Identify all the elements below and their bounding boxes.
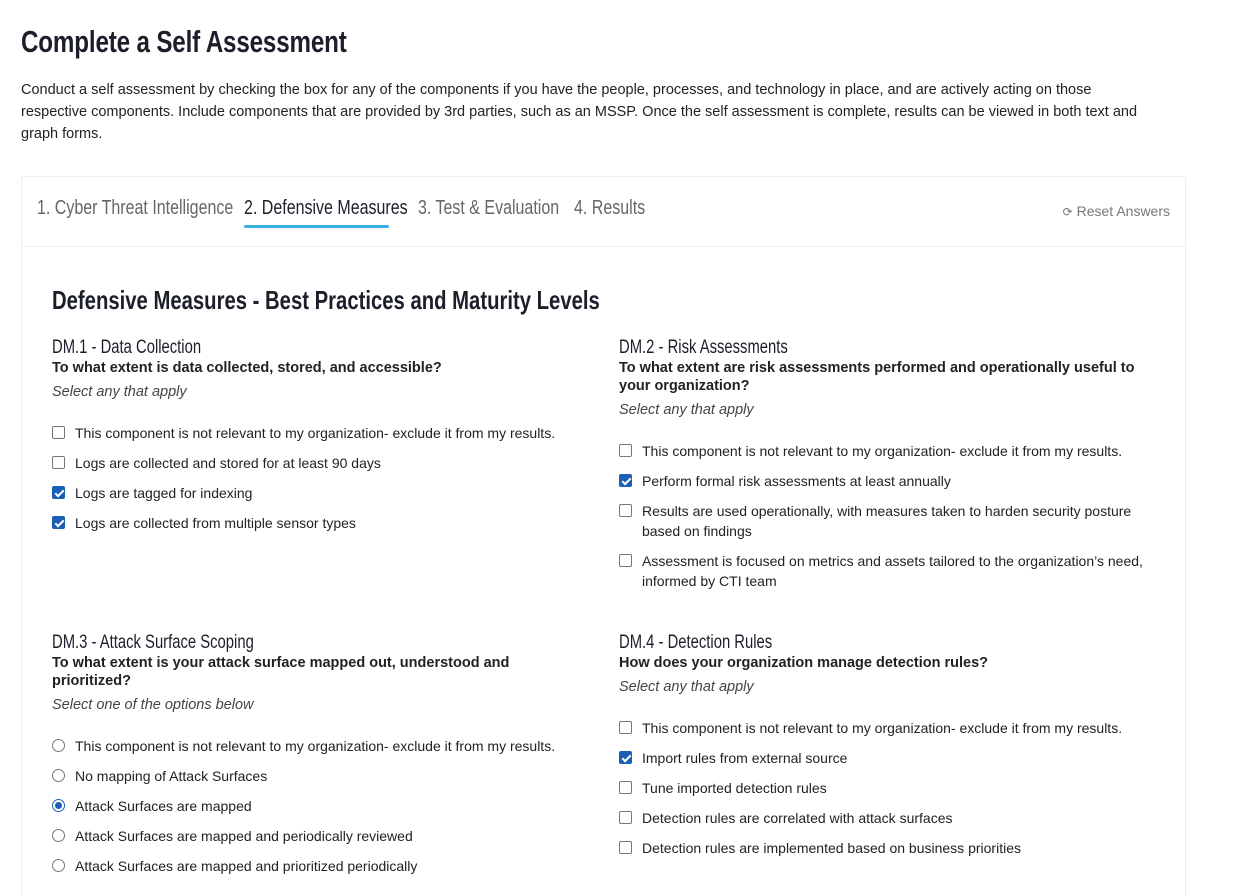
option-checkbox[interactable] [52,453,582,473]
page-description: Conduct a self assessment by checking the box for any of the components if you have the people, processes, and technology in place, and are actively acting on those respective components. Include components that are provided by 3rd parties, such as an MSSP. Once the self assessment is complete, results can be viewed in both text and graph forms. [21,82,1138,142]
question-hint: Select any that apply [619,402,754,418]
question-text: How does your organization manage detection rules? [619,655,988,671]
checkbox[interactable] [619,841,632,854]
option-checkbox[interactable] [619,718,1149,738]
section-title: Defensive Measures - Best Practices and Maturity Levels [52,285,600,315]
checkbox[interactable] [619,781,632,794]
question-text: To what extent are risk assessments performed and operationally useful to your organization? [619,360,1135,394]
option-label: This component is not relevant to my organization- exclude it from my results. [75,738,556,754]
option-checkbox[interactable] [52,483,582,503]
option-label: This component is not relevant to my organization- exclude it from my results. [642,443,1123,459]
option-label: Logs are collected from multiple sensor types [75,515,356,531]
option-radio[interactable] [52,856,582,876]
radio-button[interactable] [52,829,65,842]
option-radio[interactable] [52,766,582,786]
option-checkbox[interactable] [619,441,1149,461]
assessment-card [21,176,1186,896]
checkbox[interactable] [52,516,65,529]
question-heading-text: DM.1 - Data Collection [52,337,202,358]
option-radio[interactable] [52,796,582,816]
radio-button[interactable] [52,799,65,812]
page-title: Complete a Self Assessment [21,24,347,59]
question-text: To what extent is data collected, stored, and accessible? [52,360,442,376]
option-label: Import rules from external source [642,750,848,766]
tab-defensive-measures[interactable]: 2. Defensive Measures [244,197,389,227]
question-heading-text: DM.4 - Detection Rules [619,632,773,653]
checkbox[interactable] [619,751,632,764]
refresh-icon: ⟳ [1062,205,1073,219]
option-label: Attack Surfaces are mapped and prioritized periodically [75,858,418,874]
step-tabs [22,177,1185,247]
option-label: This component is not relevant to my organization- exclude it from my results. [642,720,1123,736]
tab-results[interactable]: 4. Results [574,197,646,219]
reset-answers-button[interactable]: ⟳ Reset Answers [1062,203,1170,219]
question-hint: Select one of the options below [52,697,254,713]
option-label: Detection rules are implemented based on business priorities [642,840,1021,856]
option-label: This component is not relevant to my organization- exclude it from my results. [75,425,556,441]
radio-button[interactable] [52,769,65,782]
options-list [619,441,1149,591]
question-hint: Select any that apply [619,679,754,695]
radio-button[interactable] [52,739,65,752]
question-heading [619,337,1149,359]
option-label: Logs are tagged for indexing [75,485,253,501]
option-checkbox[interactable] [619,551,1149,591]
tab-cyber-threat-intelligence[interactable]: 1. Cyber Threat Intelligence [37,197,234,219]
options-list [52,423,582,533]
option-label: No mapping of Attack Surfaces [75,768,268,784]
question-heading-text: DM.3 - Attack Surface Scoping [52,632,254,653]
question-dm2 [619,337,1149,601]
radio-button[interactable] [52,859,65,872]
option-label: Assessment is focused on metrics and assets tailored to the organization’s need, informed by CTI team [642,553,1143,589]
option-radio[interactable] [52,826,582,846]
question-heading-text: DM.2 - Risk Assessments [619,337,788,358]
checkbox[interactable] [619,504,632,517]
question-heading [52,337,582,359]
option-checkbox[interactable] [619,471,1149,491]
question-dm1 [52,337,582,543]
option-label: Attack Surfaces are mapped [75,798,252,814]
checkbox[interactable] [52,456,65,469]
option-label: Tune imported detection rules [642,780,827,796]
question-dm3 [52,632,582,886]
checkbox[interactable] [619,554,632,567]
option-checkbox[interactable] [619,501,1149,541]
checkbox[interactable] [52,486,65,499]
option-label: Attack Surfaces are mapped and periodically reviewed [75,828,413,844]
options-list [619,718,1149,858]
option-checkbox[interactable] [619,808,1149,828]
question-dm4 [619,632,1149,868]
checkbox[interactable] [619,811,632,824]
option-label: Perform formal risk assessments at least annually [642,473,951,489]
option-label: Detection rules are correlated with attack surfaces [642,810,953,826]
checkbox[interactable] [619,474,632,487]
question-heading [52,632,582,654]
option-radio[interactable] [52,736,582,756]
option-checkbox[interactable] [619,748,1149,768]
option-checkbox[interactable] [52,513,582,533]
question-text: To what extent is your attack surface mapped out, understood and prioritized? [52,655,510,689]
option-label: Results are used operationally, with measures taken to harden security posture based on findings [642,503,1132,539]
checkbox[interactable] [619,721,632,734]
question-hint: Select any that apply [52,384,187,400]
options-list [52,736,582,876]
checkbox[interactable] [619,444,632,457]
option-label: Logs are collected and stored for at least 90 days [75,455,381,471]
question-heading [619,632,1149,654]
tab-test-evaluation[interactable]: 3. Test & Evaluation [418,197,560,219]
option-checkbox[interactable] [619,778,1149,798]
checkbox[interactable] [52,426,65,439]
option-checkbox[interactable] [619,838,1149,858]
option-checkbox[interactable] [52,423,582,443]
